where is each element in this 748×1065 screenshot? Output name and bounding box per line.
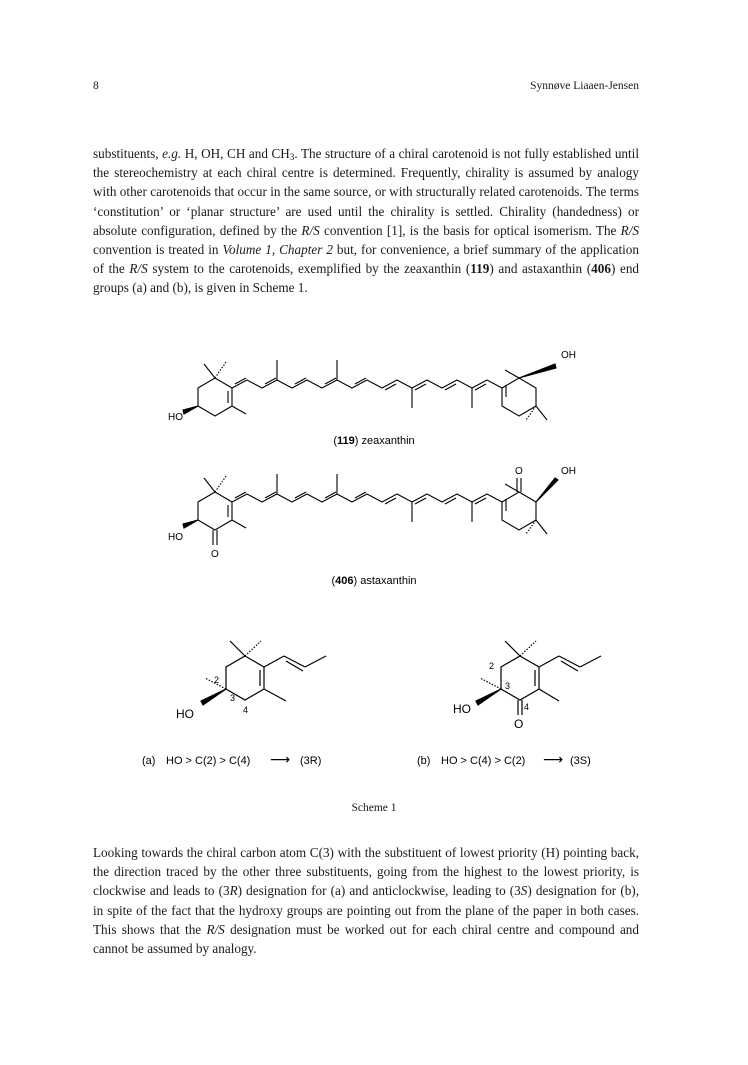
locant-2: 2	[214, 675, 220, 685]
arrow: ⟶	[270, 751, 291, 767]
caption-label: (b)	[417, 755, 431, 767]
text-run: H, OH, CH and CH	[181, 146, 290, 161]
text-run: R/S	[129, 261, 148, 277]
text-run: substituents,	[93, 146, 163, 161]
scheme-1-figure	[0, 330, 748, 770]
scheme-label: Scheme 1	[351, 802, 397, 814]
text-run: R/S	[620, 222, 639, 238]
compound-number: 406	[335, 575, 354, 587]
caption-label: (a)	[142, 755, 156, 767]
compound-name: zeaxanthin	[358, 435, 415, 447]
b-ho-label: HO	[453, 702, 471, 716]
text-run: designation must be worked out for each chiral centre and compound and cannot be assumed by analogy.	[93, 921, 639, 957]
end-group-a-structure	[201, 641, 326, 705]
text-run: e.g.	[162, 146, 182, 161]
zeaxanthin-structure	[183, 360, 556, 420]
priority-order: HO > C(2) > C(4)	[166, 755, 251, 767]
caption-a	[142, 751, 321, 767]
asta-o-label: O	[211, 549, 219, 560]
text-run: R/S	[206, 921, 225, 937]
locant-4: 4	[524, 702, 530, 712]
subscript: 3	[289, 152, 295, 162]
compound-name: astaxanthin	[357, 575, 417, 587]
text-run: system to the carotenoids, exemplified by the zeaxanthin (	[147, 261, 471, 277]
text-run: convention is treated in	[93, 242, 223, 258]
zea-oh-label: OH	[561, 350, 576, 361]
text-run: S	[520, 883, 528, 899]
caption-b	[417, 751, 591, 767]
asta-oh-label: OH	[561, 466, 576, 477]
text-run: but, for convenience, a brief summary of the application of the	[93, 242, 639, 277]
zea-caption: (119) zeaxanthin	[333, 435, 415, 447]
arrow: ⟶	[543, 751, 564, 767]
text-run: . The structure of a chiral carotenoid is not fully established until the stereochemistry at each chiral centre is determined. Frequently, chirality is assumed by analogy with other carotenoids that occur in the same source, or with structurally related carotenoids. The terms ‘constitution’ or ‘planar structure’ are used until the chirality is settled. Chirality (handedness) or absolute configuration, defined by the	[93, 146, 639, 238]
compound-number: 119	[336, 435, 355, 447]
text-run: ) designation for (a) and anticlockwise, leading to (3	[237, 883, 521, 899]
locant-3: 3	[230, 693, 236, 703]
asta-caption: (406) astaxanthin	[331, 575, 417, 587]
compound-number: 406	[591, 261, 611, 277]
text-run: ) designation for (b), in spite of the fact that the hydroxy groups are pointing out from the plane of the paper in both cases. This shows that the	[93, 883, 639, 937]
conclusion-paragraph	[93, 843, 639, 958]
locant-2: 2	[489, 661, 495, 671]
astaxanthin-structure	[183, 474, 558, 545]
text-run: ) and astaxanthin (	[489, 261, 592, 277]
intro-paragraph	[93, 144, 639, 298]
running-author: Synnøve Liaaen-Jensen	[530, 80, 639, 92]
asta-o-label: O	[515, 466, 523, 477]
descriptor: (3S)	[570, 755, 591, 767]
compound-number: 119	[470, 261, 490, 277]
text-run: Looking towards the chiral carbon atom C(3) with the substituent of lowest priority (H) pointing back, the direction traced by the other three substituents, going from the highest to the lowest priority, is clockwise and leads to (3	[93, 845, 639, 899]
text-run: R	[229, 883, 238, 899]
text-run: Volume 1, Chapter 2	[222, 242, 333, 258]
locant-3: 3	[505, 681, 511, 691]
end-group-b-structure	[476, 641, 601, 715]
asta-ho-label: HO	[168, 532, 183, 543]
text-run: convention [1], is the basis for optical isomerism. The	[319, 222, 621, 238]
text-run: ) end groups (a) and (b), is given in Scheme 1.	[93, 261, 640, 296]
text-run: R/S	[301, 222, 320, 238]
descriptor: (3R)	[300, 755, 322, 767]
locant-4: 4	[243, 705, 249, 715]
priority-order: HO > C(4) > C(2)	[441, 755, 526, 767]
a-ho-label: HO	[176, 707, 194, 721]
page-number: 8	[93, 80, 99, 92]
zea-ho-label: HO	[168, 412, 183, 423]
b-o-label: O	[514, 717, 524, 731]
